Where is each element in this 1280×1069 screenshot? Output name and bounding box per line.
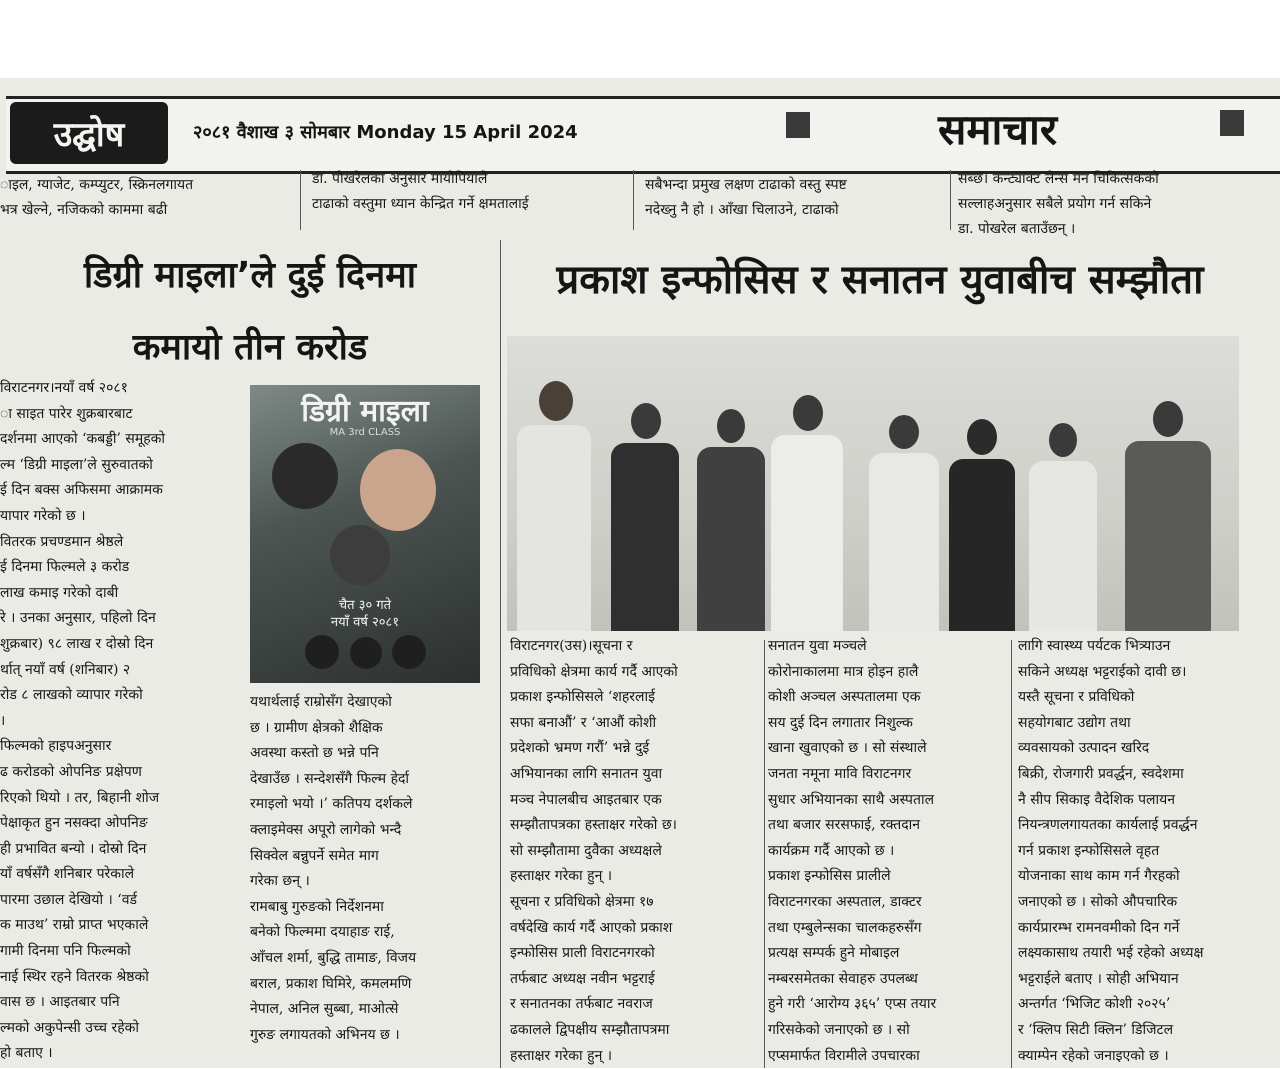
section-title: समाचार: [938, 105, 1058, 154]
poster-figure: [360, 449, 436, 531]
person-figure: [769, 395, 845, 631]
left-headline-line-2: कमायो तीन करोड: [132, 327, 368, 368]
newspaper-logo: उद्घोष: [10, 102, 168, 164]
person-figure: [1123, 401, 1213, 631]
person-figure: [947, 419, 1017, 631]
top-fragment-3: सबैभन्दा प्रमुख लक्षण टाढाको वस्तु स्पष्ट नदेख्नु नै हो । आँखा चिलाउने, टाढाको: [645, 177, 847, 218]
left-story-column-1: विराटनगर।नयाँ वर्ष २०८१ ा साइत पारेर शुक्रबारबाट दर्शनमा आएको ‘कबड्डी’ समूहको ल्म ‘डिग्री माइला’ले सुरुवातको ई दिन बक्स अफिसमा आक्रामक यापार गरेको छ । वितरक प्रचण्डमान श्रेष्ठले ई दिनमा फिल्मले ३ करोड लाख कमाइ गरेको दाबी रे । उनका अनुसार, पहिलो दिन शुक्रबार) ९८ लाख र दोस्रो दिन र्थात् नयाँ वर्ष (शनिबार) २ रोड ८ लाखको व्यापार गरेको । फिल्मको हाइपअनुसार ढ करोडको ओपनिङ प्रक्षेपण रिएको थियो । तर, बिहानी शोज पेक्षाकृत हुन नसक्दा ओपनिङ ही प्रभावित बन्यो । दोस्रो दिन याँ वर्षसँगै शनिबार परेकाले पारमा उछाल देखियो । ‘वर्ड क माउथ’ राम्रो प्राप्त भएकाले गामी दिनमा पनि फिल्मको नाई स्थिर रहने वितरक श्रेष्ठको वास छ । आइतबार पनि ल्मको अकुपेन्सी उच्च रहेको हो बताए ।: [0, 380, 166, 1062]
square-ornament-icon: [786, 112, 810, 138]
dateline: २०८१ वैशाख ३ सोमबार Monday 15 April 2024: [193, 122, 578, 143]
column-rule: [633, 170, 634, 230]
person-figure: [867, 415, 941, 631]
right-story-column-1: विराटनगर(उस)।सूचना र प्रविधिको क्षेत्रमा कार्य गर्दै आएको प्रकाश इन्फोसिसले ‘शहरलाई सफा बनाऔं’ र ‘आऔं कोशी प्रदेशको भ्रमण गरौं’ भन्ने दुई अभियानका लागि सनातन युवा मञ्च नेपालबीच आइतबार एक सम्झौतापत्रका हस्ताक्षर गरेको छ। सो सम्झौतामा दुवैका अध्यक्षले हस्ताक्षर गरेका हुन् । सूचना र प्रविधिको क्षेत्रमा १७ वर्षदेखि कार्य गर्दै आएको प्रकाश इन्फोसिस प्राली विराटनगरको तर्फबाट अध्यक्ष नवीन भट्टराई र सनातनका तर्फबाट नवराज ढकालले द्विपक्षीय सम्झौतापत्रमा हस्ताक्षर गरेका हुन् ।: [510, 638, 678, 1064]
right-story-column-2: सनातन युवा मञ्चले कोरोनाकालमा मात्र होइन हालै कोशी अञ्चल अस्पतालमा एक सय दुई दिन लगातार निशुल्क खाना खुवाएको छ । सो संस्थाले जनता नमूना मावि विराटनगर सुधार अभियानका साथै अस्पताल तथा बजार सरसफाई, रक्तदान कार्यक्रम गर्दै आएको छ । प्रकाश इन्फोसिस प्रालीले विराटनगरका अस्पताल, डाक्टर तथा एम्बुलेन्सका चालकहरुसँग प्रत्यक्ष सम्पर्क हुने मोबाइल नम्बरसमेतका सेवाहरु उपलब्ध हुने गरी ‘आरोग्य ३६५’ एप्स तयार गरिसकेको जनाएको छ । सो एप्समार्फत विरामीले उपचारका: [768, 638, 937, 1064]
person-figure: [695, 409, 767, 631]
poster-figure: [272, 443, 338, 509]
poster-figure: [330, 525, 390, 585]
right-story-column-3: लागि स्वास्थ्य पर्यटक भित्र्याउन सकिने अध्यक्ष भट्टराईको दावी छ। यस्तै सूचना र प्रविधिको सहयोगबाट उद्योग तथा व्यवसायको उत्पादन खरिद बिक्री, रोजगारी प्रवर्द्धन, स्वदेशमा नै सीप सिकाइ वैदेशिक पलायन नियन्त्रणलगायतका कार्यलाई प्रवर्द्धन गर्न प्रकाश इन्फोसिसले वृहत योजनाका साथ काम गर्न गैरहको जनाएको छ । सोको औपचारिक कार्यप्रारम्भ रामनवमीको दिन गर्ने लक्ष्यकासाथ तयारी भई रहेको अध्यक्ष भट्टराईले बताए । सोही अभियान अन्तर्गत ‘भिजिट कोशी २०२५’ र ‘क्लिप सिटी क्लिन’ डिजिटल क्याम्पेन रहेको जनाइएको छ ।: [1018, 638, 1204, 1064]
person-figure: [1027, 423, 1099, 631]
person-figure: [515, 381, 593, 631]
group-photo-image: [507, 336, 1239, 631]
poster-title: डिग्री माइला: [301, 394, 429, 429]
poster-date-line-1: चैत ३० गते: [338, 598, 392, 613]
top-fragment-1: ाइल, ग्याजेट, कम्प्युटर, स्क्रिनलगायत भत्र खेल्ने, नजिकको काममा बढी: [0, 177, 194, 218]
square-ornament-icon: [1220, 110, 1244, 136]
left-story-headline: [0, 240, 500, 384]
column-rule: [1011, 640, 1012, 1068]
left-headline-line-1: डिग्री माइला’ले दुई दिनमा: [83, 255, 417, 296]
film-poster-image: [250, 385, 480, 683]
poster-figure: [350, 637, 382, 669]
poster-figure: [305, 635, 339, 669]
story-divider: [500, 240, 501, 1068]
poster-subtitle: MA 3rd CLASS: [329, 427, 401, 438]
poster-figure: [392, 635, 426, 669]
left-story-column-2: यथार्थलाई राम्रोसँग देखाएको छ । ग्रामीण क्षेत्रको शैक्षिक अवस्था कस्तो छ भन्ने पनि देखाउँछ । सन्देशसँगै फिल्म हेर्दा रमाइलो भयो ।’ कतिपय दर्शकले क्लाइमेक्स अपूरो लागेको भन्दै सिक्वेल बन्नुपर्ने समेत माग गरेका छन् । रामबाबु गुरुङको निर्देशनमा बनेको फिल्ममा दयाहाङ राई, आँचल शर्मा, बुद्धि तामाङ, विजय बराल, प्रकाश घिमिरे, कमलमणि नेपाल, अनिल सुब्बा, माओत्से गुरुङ लगायतको अभिनय छ ।: [250, 694, 417, 1043]
right-story-headline: प्रकाश इन्फोसिस र सनातन युवाबीच सम्झौता: [556, 257, 1204, 303]
column-rule: [764, 640, 765, 1068]
column-rule: [300, 170, 301, 230]
person-figure: [609, 403, 681, 631]
poster-date: [250, 597, 480, 631]
top-fragment-2: डा. पोखरेलका अनुसार मायोपियाले टाढाको वस्तुमा ध्यान केन्द्रित गर्ने क्षमतालाई: [312, 171, 529, 212]
poster-date-line-2: नयाँ वर्ष २०८१: [330, 615, 400, 630]
top-fragment-4: सब्छ। कन्ट्याक्ट लेन्स मन चिकित्सकको सल्लाहअनुसार सबैले प्रयोग गर्न सकिने डा. पोखरेल बताउँछन् ।: [958, 171, 1159, 237]
column-rule: [950, 170, 951, 230]
